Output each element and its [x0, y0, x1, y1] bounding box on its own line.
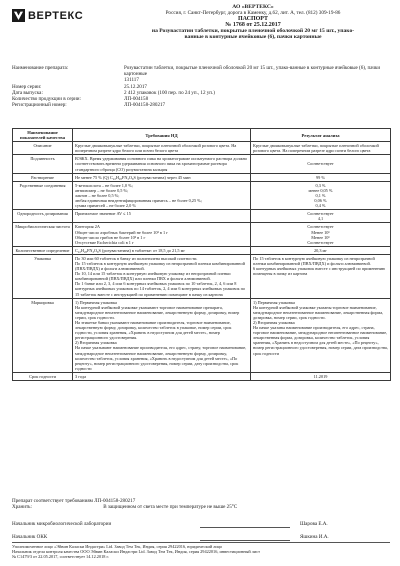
- result-cell: Круглые двояковыпуклые таблетки, покрытые пленочной оболочкой розового цвета. На поперечном разрезе ядро почти белого цвета: [251, 142, 391, 155]
- meta-value: Розувастатин таблетки, покрытые пленочной оболочкой 20 мг 15 шт., упако-ванные в контурные ячейковые (6), пачки картонные: [124, 65, 381, 78]
- indicator-name: Количественное определение: [13, 246, 73, 254]
- table-row: [13, 210, 391, 223]
- table-row: [13, 298, 391, 372]
- result-cell: 0,3 % менее 0,05 % 0,1 % 0,06 % 0,4 %: [251, 181, 391, 209]
- head-signature-label: Начальник микробиологической лаборатории: [12, 521, 112, 527]
- indicator-name: Однородность дозирования: [13, 210, 73, 223]
- requirement-cell: 1) Первичная упаковка На контурной ячейковой упаковке указывают торговое наименование препарата, международное непатентованное наименование, лекарственную форму, дозировку, номер серии, срок годности. На этикетке банки указывают наименование производителя, торговое наименование, лекарственную форму, дозировку, количество таблеток в упаковке, номер серии, срок годности, условия хранения, «Хранить в недоступном для детей месте», номер регистрационного удостоверения. 2) Вторичная упаковка На пачке указывают наименование производителя, его адрес, страну, торговое наименование, международное непатентованное наименование, лекарственную форму, дозировку, количество таблеток, условия хранения, «Хранить в недоступном для детей месте», «По рецепту», номер регистрационного удостоверения, номер серии, дату производства, срок годности: [73, 298, 251, 372]
- meta-value: 25.12.2017: [124, 83, 147, 90]
- storage-line: [12, 504, 390, 510]
- requirement-cell: Категория 2А Общее число аэробных бактерий не более 10³ в 1 г Общее число грибов не более 10² в 1 г Отсутствие Escherichia coli в 1 г: [73, 223, 251, 246]
- importer-line: Уполномоченное лицо «Эйвин Каласки Индастри» Ltd. Завод Тем Тек, Индия, серия 29422016, юридический лицо: [12, 544, 223, 549]
- meta-row: [12, 102, 390, 108]
- result-cell: 1) Первичная упаковка На контурной ячейковой упаковке указаны торговое наименование, международное непатентованное наименование, лекарственная форма, дозировка, номер серии, срок годности. 2) Вторичная упаковка На пачке указаны наименование производителя, его адрес, страна, торговое наименование, международное непатентованное наименование, лекарственная форма, дозировка, количество таблеток, условия хранения, «Хранить в недоступном для детей месте», «По рецепту», номер регистрационного удостоверения, номер серии, дата производства, срок годности: [251, 298, 391, 372]
- company-address: Россия, г. Санкт-Петербург, дорога в Каменку, д.62, лит. А, тел. (812) 309-19-86: [165, 10, 341, 17]
- meta-row: [12, 65, 390, 77]
- meta-value: ЛП-004158: [124, 96, 149, 103]
- table-row: [13, 181, 391, 209]
- qc-signature-label: Начальник ОКК: [12, 534, 48, 540]
- qc-signature-line: [200, 540, 290, 541]
- result-cell: Соответствует: [251, 155, 391, 173]
- meta-key: Номер серии:: [12, 83, 42, 90]
- indicator-name: Срок годности: [13, 372, 73, 380]
- storage-value: В защищенном от света месте при температуре не выше 25°С: [103, 504, 238, 511]
- table-header-row: [13, 129, 391, 142]
- document-title: ПАСПОРТ: [237, 16, 269, 23]
- requirement-cell: ВЭЖХ. Время удерживания основного пика на хроматограмме испытуемого раствора должно соответствовать времени удерживания основного пика на хроматограмме раствора стандартного образца (СО) розувастатина кальция: [73, 155, 251, 173]
- indicator-name: Родственные соединения: [13, 181, 73, 209]
- meta-value: ЛП-004158-280217: [124, 102, 166, 109]
- result-cell: Соответствует 4,1: [251, 210, 391, 223]
- product-line-2: ванные в контурные ячейковые (6), пачки картонные: [184, 34, 322, 41]
- requirement-cell: 3 года: [73, 372, 251, 380]
- table-row: [13, 173, 391, 181]
- indicator-name: Упаковка: [13, 254, 73, 298]
- meta-key: Дата выпуска:: [12, 89, 43, 96]
- conclusion-line: Препарат соответствует требованиям ЛП-004158-280217: [12, 498, 136, 504]
- head-signature-line: [200, 527, 290, 528]
- document-header: [110, 4, 396, 41]
- company-name: АО «ВЕРТЕКС»: [232, 4, 274, 10]
- column-header: Результат анализа: [251, 129, 391, 142]
- table-row: [13, 372, 391, 380]
- importer-line: № C1479/3 от 22.05.2017, соответствует 14.12.2018 г.: [12, 554, 109, 560]
- result-cell: 20,3 мг: [251, 246, 391, 254]
- meta-value: 131117: [124, 77, 139, 84]
- head-name: Шарова Е.А.: [300, 521, 328, 527]
- meta-key: Регистрационный номер:: [12, 102, 67, 109]
- meta-key: Наименование препарата:: [12, 65, 69, 71]
- indicator-name: Подлинность: [13, 155, 73, 173]
- batch-info: [12, 65, 390, 108]
- indicator-name: Растворение: [13, 173, 73, 181]
- storage-label: Хранить:: [12, 504, 32, 511]
- conclusion: [12, 498, 390, 510]
- table-row: [13, 142, 391, 155]
- qc-name: Яшкина И.А.: [300, 534, 329, 540]
- requirement-cell: Приемлемое значение AV ≤ 15: [73, 210, 251, 223]
- meta-value: 2 412 упаковок (100 пер. по 24 уп., 12 уп.): [124, 89, 216, 96]
- document-number: № 1768 от 25.12.2017: [225, 22, 281, 29]
- table-row: [13, 246, 391, 254]
- vertex-logo-icon: [12, 9, 25, 22]
- result-cell: 11.2019: [251, 372, 391, 380]
- result-cell: По 15 таблеток в контурную ячейковую упаковку из непрозрачной пленки комбинированной (ПВХ/ПВДХ) и фольги алюминиевой. 6 контурных ячейковых упаковок вместе с инструкцией по применению помещены в пачку из картона: [251, 254, 391, 298]
- meta-key: Количество продукции в серии:: [12, 96, 81, 103]
- importer-note: [12, 544, 390, 560]
- result-cell: 99 %: [251, 173, 391, 181]
- result-cell: Соответствует Менее 10¹ Менее 10¹ Соответствует: [251, 223, 391, 246]
- requirement-cell: 5-кетокислота – не более 1,0 %; антиизомер – не более 0,5 %; лактон – не более 0,5 %; любая единичная неидентифицированная примесь – не более 0,25 %; сумма примесей – не более 2,0 %: [73, 181, 251, 209]
- requirement-cell: По 30 или 60 таблеток в банку из полиэтилена высокой плотности. По 15 таблеток в контурную ячейковую упаковку из непрозрачной пленки комбинированной (ПВХ/ПВДХ) и фольги алюминиевой. По 10, 14 или 15 таблеток в контурную ячейковую упаковку из непрозрачной пленки комбинированной (ПВХ/ПВДХ) или пленки ПВХ и фольги алюминиевой. По 1 банке или 2, 3, 4 или 6 контурных ячейковых упаковок по 10 таблеток, 2, 4, 6 или 8 контурных ячейковых упаковок по 14 таблеток, 2, 4 или 6 контурных ячейковых упаковок по 15 таблеток вместе с инструкцией по применению помещают в пачку из картона: [73, 254, 251, 298]
- column-header: Требования НД: [73, 129, 251, 142]
- requirement-cell: Не менее 75 % (Q) C₂₂H₂₈FN₃O₆S (розувастатина) через 45 мин: [73, 173, 251, 181]
- table-row: [13, 254, 391, 298]
- column-header: Наименование показателей качества: [13, 129, 73, 142]
- product-line-1: на Розувастатин таблетки, покрытые пленочной оболочкой 20 мг 15 шт., упако-: [151, 28, 355, 35]
- importer-line: Начальник отдела контроля качества ООО Эйвин Каласки Индастри Ltd. Завод Тем Тек, Индия, серия 29422016, инвестиционный лист: [12, 549, 261, 555]
- logo-text: ВЕРТЕКС: [28, 9, 84, 22]
- requirement-cell: C₂₂H₂₈FN₃O₆S (розувастатина) в таблетке: от 18,5 до 21,5 мг: [73, 246, 251, 254]
- footer-divider: [12, 542, 390, 543]
- indicator-name: Описание: [13, 142, 73, 155]
- requirement-cell: Круглые двояковыпуклые таблетки, покрытые пленочной оболочкой розового цвета. На поперечном разрезе ядро белого или почти белого цвета: [73, 142, 251, 155]
- company-logo: [12, 9, 83, 22]
- indicator-name: Микробиологическая чистота: [13, 223, 73, 246]
- table-row: [13, 223, 391, 246]
- quality-table: [12, 128, 391, 381]
- indicator-name: Маркировка: [13, 298, 73, 372]
- table-row: [13, 155, 391, 173]
